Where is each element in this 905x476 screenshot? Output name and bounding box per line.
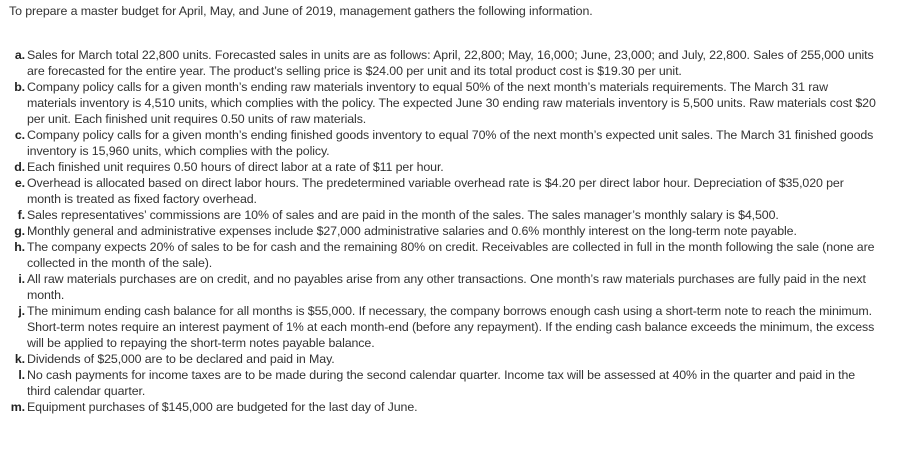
information-list — [0, 47, 880, 415]
list-item-a — [0, 47, 880, 79]
intro-text: To prepare a master budget for April, May, and June of 2019, management gathers the following information. — [9, 4, 593, 18]
list-item-f — [0, 207, 880, 223]
item-text: Each finished unit requires 0.50 hours of direct labor at a rate of $11 per hour. — [27, 160, 444, 174]
list-item-c — [0, 127, 880, 159]
item-text: Dividends of $25,000 are to be declared and paid in May. — [27, 352, 335, 366]
item-letter: b. — [14, 80, 25, 94]
list-item-b — [0, 79, 880, 127]
list-item-k — [0, 351, 880, 367]
item-text: The minimum ending cash balance for all months is $55,000. If necessary, the company borrows enough cash using a short-term note to reach the minimum. Short-term notes require an interest payment of 1% at each month-end (before any repayment). If the ending cash balance exceeds the minimum, the excess will be applied to repaying the short-term notes payable balance. — [27, 304, 875, 350]
item-letter: d. — [14, 160, 25, 174]
item-letter: a. — [14, 48, 25, 62]
item-text: Equipment purchases of $145,000 are budgeted for the last day of June. — [27, 400, 418, 414]
item-text: Overhead is allocated based on direct labor hours. The predetermined variable overhead rate is $4.20 per direct labor hour. Depreciation of $35,020 per month is treated as fixed factory overhead. — [27, 176, 844, 206]
item-letter: l. — [18, 368, 25, 382]
list-item-m — [0, 399, 880, 415]
item-text: Sales representatives’ commissions are 10% of sales and are paid in the month of the sales. The sales manager’s monthly salary is $4,500. — [27, 208, 779, 222]
item-text: Monthly general and administrative expenses include $27,000 administrative salaries and 0.6% monthly interest on the long-term note payable. — [27, 224, 797, 238]
item-letter: f. — [17, 208, 25, 222]
list-item-j — [0, 303, 880, 351]
item-text: All raw materials purchases are on credit, and no payables arise from any other transactions. One month’s raw materials purchases are fully paid in the next month. — [27, 272, 866, 302]
item-letter: e. — [14, 176, 25, 190]
item-text: Company policy calls for a given month’s ending raw materials inventory to equal 50% of the next month’s materials requirements. The March 31 raw materials inventory is 4,510 units, which complies with the policy. The expected June 30 ending raw materials inventory is 5,500 units. Raw materials cost $20 per unit. Each finished unit requires 0.50 units of raw materials. — [27, 80, 876, 126]
item-letter: c. — [14, 128, 25, 142]
item-letter: m. — [10, 400, 25, 414]
item-letter: k. — [14, 352, 25, 366]
item-letter: h. — [14, 240, 25, 254]
item-text: Company policy calls for a given month’s ending finished goods inventory to equal 70% of the next month’s expected unit sales. The March 31 finished goods inventory is 15,960 units, which complies with the policy. — [27, 128, 874, 158]
item-letter: j. — [18, 304, 25, 318]
list-item-e — [0, 175, 880, 207]
list-item-i — [0, 271, 880, 303]
item-text: No cash payments for income taxes are to be made during the second calendar quarter. Income tax will be assessed at 40% in the quarter and paid in the third calendar quarter. — [27, 368, 856, 398]
list-item-d — [0, 159, 880, 175]
item-text: Sales for March total 22,800 units. Forecasted sales in units are as follows: April, 22,800; May, 16,000; June, 23,000; and July, 22,800. Sales of 255,000 units are forecasted for the entire year. The product’s selling price is $24.00 per unit and its total product cost is $19.30 per unit. — [27, 48, 874, 78]
item-letter: g. — [14, 224, 25, 238]
item-text: The company expects 20% of sales to be for cash and the remaining 80% on credit. Receivables are collected in full in the month following the sale (none are collected in the month of the sale). — [27, 240, 875, 270]
list-item-g — [0, 223, 880, 239]
list-item-l — [0, 367, 880, 399]
list-item-h — [0, 239, 880, 271]
item-letter: i. — [18, 272, 25, 286]
